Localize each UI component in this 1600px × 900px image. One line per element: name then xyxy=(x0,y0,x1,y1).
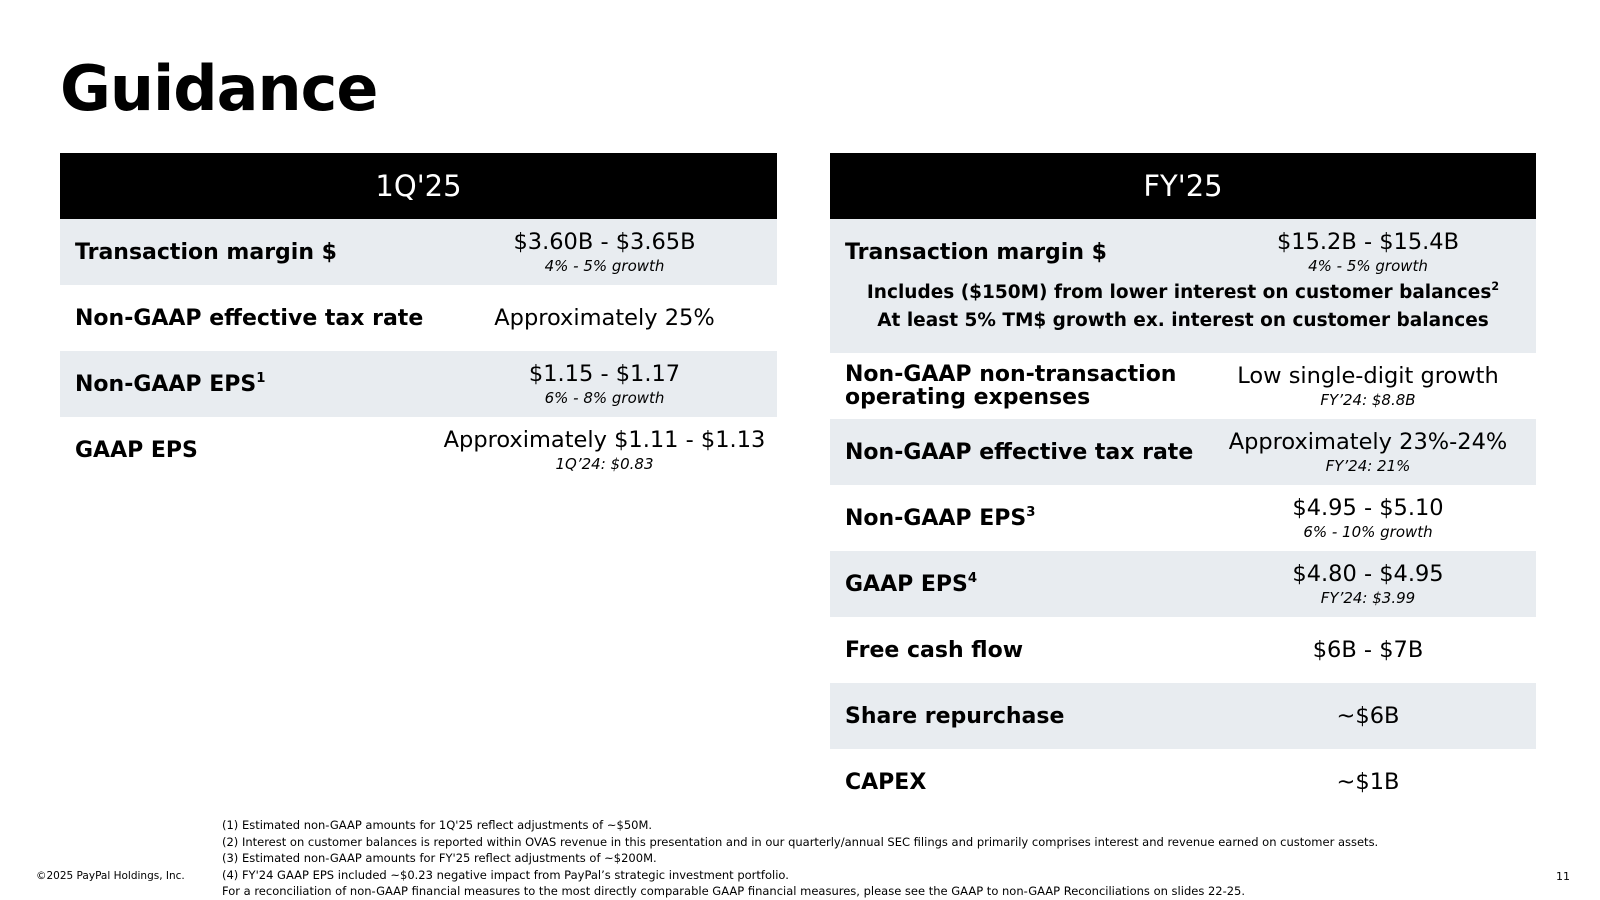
value-main: Low single-digit growth xyxy=(1237,363,1499,389)
row-label: Non-GAAP EPS$^3$ xyxy=(845,504,1036,531)
page-number: 11 xyxy=(1556,870,1570,883)
fy-guidance-table xyxy=(830,153,1536,815)
value-main: $3.60B - $3.65B xyxy=(513,229,696,255)
footnote-ref: 4 xyxy=(967,570,978,586)
footnote: (2) Interest on customer balances is reported within OVAS revenue in this presentation and in our quarterly/annual SEC filings and primarily comprises interest and revenue earned on customer assets. xyxy=(222,834,1379,849)
footnote-ref: 2 xyxy=(1491,280,1500,294)
row-value xyxy=(1200,494,1536,542)
row-value xyxy=(432,304,777,332)
value-main: $4.95 - $5.10 xyxy=(1292,495,1444,521)
row-label: Free cash flow xyxy=(845,637,1024,663)
note-line: Includes ($150M) from lower interest on customer balances$^2$ xyxy=(866,280,1500,303)
value-main: ~$1B xyxy=(1336,769,1400,795)
q1-row-tax-rate xyxy=(60,285,777,351)
row-value xyxy=(1200,228,1536,276)
fy-row-opex xyxy=(830,353,1536,419)
value-sub: FY’24: 21% xyxy=(1325,457,1411,475)
value-main: Approximately $1.11 - $1.13 xyxy=(443,427,766,453)
value-main: ~$6B xyxy=(1336,703,1400,729)
row-value xyxy=(1200,428,1536,476)
row-label: Non-GAAP non-transaction operating expenses xyxy=(845,362,1177,410)
footnote: For a reconciliation of non-GAAP financial measures to the most directly comparable GAAP financial measures, please see the GAAP to non-GAAP Reconciliations on slides 22-25. xyxy=(222,884,1246,898)
fy-row-share-repurchase xyxy=(830,683,1536,749)
page-title: Guidance xyxy=(60,52,378,125)
footnotes xyxy=(222,817,1378,900)
copyright: ©2025 PayPal Holdings, Inc. xyxy=(36,870,185,882)
row-value xyxy=(1200,362,1536,410)
row-value xyxy=(432,228,777,276)
fy-row-capex xyxy=(830,749,1536,815)
value-sub: FY’24: $8.8B xyxy=(1320,391,1416,409)
fy-header: FY'25 xyxy=(830,153,1536,219)
value-sub: FY’24: $3.99 xyxy=(1320,589,1416,607)
fy-row-tax-rate xyxy=(830,419,1536,485)
footnote: (1) Estimated non-GAAP amounts for 1Q'25 reflect adjustments of ~$50M. xyxy=(222,818,653,832)
q1-guidance-table xyxy=(60,153,777,483)
footnote: (4) FY'24 GAAP EPS included ~$0.23 negative impact from PayPal’s strategic investment portfolio. xyxy=(222,867,789,882)
value-sub: 6% - 8% growth xyxy=(544,389,665,407)
value-main: $15.2B - $15.4B xyxy=(1276,229,1460,255)
transaction-margin-notes xyxy=(830,279,1536,335)
value-main: $1.15 - $1.17 xyxy=(528,361,681,387)
row-label: Non-GAAP effective tax rate xyxy=(75,305,424,331)
row-label: Non-GAAP effective tax rate xyxy=(845,439,1194,465)
row-label: Non-GAAP EPS$^1$ xyxy=(75,370,266,397)
row-value xyxy=(1200,560,1536,608)
row-label: GAAP EPS xyxy=(75,437,198,463)
value-main: Approximately 25% xyxy=(494,305,715,331)
value-sub: 4% - 5% growth xyxy=(1308,257,1428,275)
q1-row-transaction-margin xyxy=(60,219,777,285)
row-value xyxy=(1200,768,1536,796)
value-main: $6B - $7B xyxy=(1312,637,1424,663)
q1-header: 1Q'25 xyxy=(60,153,777,219)
q1-row-non-gaap-eps xyxy=(60,351,777,417)
value-sub: 4% - 5% growth xyxy=(544,257,665,275)
row-label: GAAP EPS$^4$ xyxy=(845,570,978,597)
row-label: Share repurchase xyxy=(845,703,1065,729)
fy-row-transaction-margin xyxy=(830,219,1536,353)
row-value xyxy=(432,360,777,408)
row-value xyxy=(432,426,777,474)
footnote-ref: 3 xyxy=(1026,504,1036,520)
fy-row-gaap-eps xyxy=(830,551,1536,617)
row-label: Transaction margin $ xyxy=(845,239,1107,265)
value-sub: 6% - 10% growth xyxy=(1303,523,1433,541)
q1-row-gaap-eps xyxy=(60,417,777,483)
row-value xyxy=(1200,636,1536,664)
row-label: Transaction margin $ xyxy=(75,239,337,265)
value-main: Approximately 23%-24% xyxy=(1228,429,1508,455)
row-value xyxy=(1200,702,1536,730)
note-line: At least 5% TM$ growth ex. interest on customer balances xyxy=(877,310,1489,331)
value-main: $4.80 - $4.95 xyxy=(1292,561,1444,587)
fy-row-non-gaap-eps xyxy=(830,485,1536,551)
footnote: (3) Estimated non-GAAP amounts for FY'25 reflect adjustments of ~$200M. xyxy=(222,851,657,865)
value-sub: 1Q’24: $0.83 xyxy=(555,455,654,473)
fy-row-free-cash-flow xyxy=(830,617,1536,683)
row-label: CAPEX xyxy=(845,769,927,795)
footnote-ref: 1 xyxy=(256,370,266,386)
